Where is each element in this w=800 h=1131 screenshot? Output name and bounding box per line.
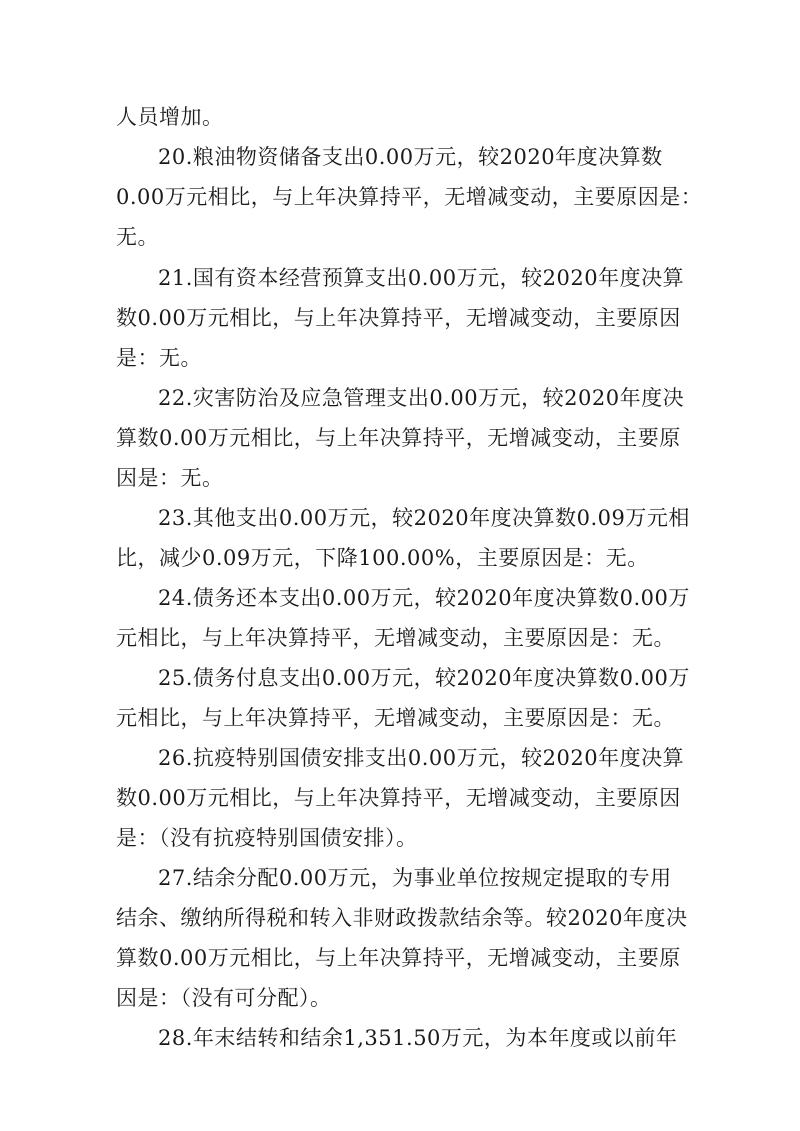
paragraph-26-line-1: 26.抗疫特别国债安排支出0.00万元，较2020年度决算 — [158, 746, 685, 770]
paragraph-20-line-1: 20.粮油物资储备支出0.00万元，较2020年度决算数 — [158, 145, 663, 169]
paragraph-24-line-1: 24.债务还本支出0.00万元，较2020年度决算数0.00万 — [158, 586, 690, 610]
paragraph-22-line-3: 因是：无。 — [116, 466, 224, 490]
paragraph-24-line-2: 元相比，与上年决算持平，无增减变动，主要原因是：无。 — [116, 626, 675, 650]
paragraph-20-line-3: 无。 — [116, 225, 159, 249]
paragraph-27-line-3: 算数0.00万元相比，与上年决算持平，无增减变动，主要原 — [116, 946, 681, 970]
paragraph-28-line-1: 28.年末结转和结余1,351.50万元，为本年度或以前年 — [158, 1026, 678, 1050]
text-line: 人员增加。 — [116, 105, 224, 129]
paragraph-27-line-4: 因是：（没有可分配）。 — [116, 986, 332, 1010]
paragraph-20-line-2: 0.00万元相比，与上年决算持平，无增减变动，主要原因是： — [116, 185, 703, 209]
paragraph-27-line-1: 27.结余分配0.00万元，为事业单位按规定提取的专用 — [158, 866, 672, 890]
paragraph-21-line-1: 21.国有资本经营预算支出0.00万元，较2020年度决算 — [158, 266, 685, 290]
paragraph-21-line-3: 是：无。 — [116, 346, 202, 370]
paragraph-23-line-1: 23.其他支出0.00万元，较2020年度决算数0.09万元相 — [158, 506, 690, 530]
paragraph-22-line-1: 22.灾害防治及应急管理支出0.00万元，较2020年度决 — [158, 386, 685, 410]
paragraph-26-line-3: 是：（没有抗疫特别国债安排）。 — [116, 826, 418, 850]
paragraph-26-line-2: 数0.00万元相比，与上年决算持平，无增减变动，主要原因 — [116, 786, 681, 810]
paragraph-21-line-2: 数0.00万元相比，与上年决算持平，无增减变动，主要原因 — [116, 306, 681, 330]
paragraph-22-line-2: 算数0.00万元相比，与上年决算持平，无增减变动，主要原 — [116, 426, 681, 450]
paragraph-25-line-1: 25.债务付息支出0.00万元，较2020年度决算数0.00万 — [158, 666, 690, 690]
paragraph-27-line-2: 结余、缴纳所得税和转入非财政拨款结余等。较2020年度决 — [116, 906, 688, 930]
paragraph-25-line-2: 元相比，与上年决算持平，无增减变动，主要原因是：无。 — [116, 706, 675, 730]
paragraph-23-line-2: 比，减少0.09万元，下降100.00%，主要原因是：无。 — [116, 546, 649, 570]
